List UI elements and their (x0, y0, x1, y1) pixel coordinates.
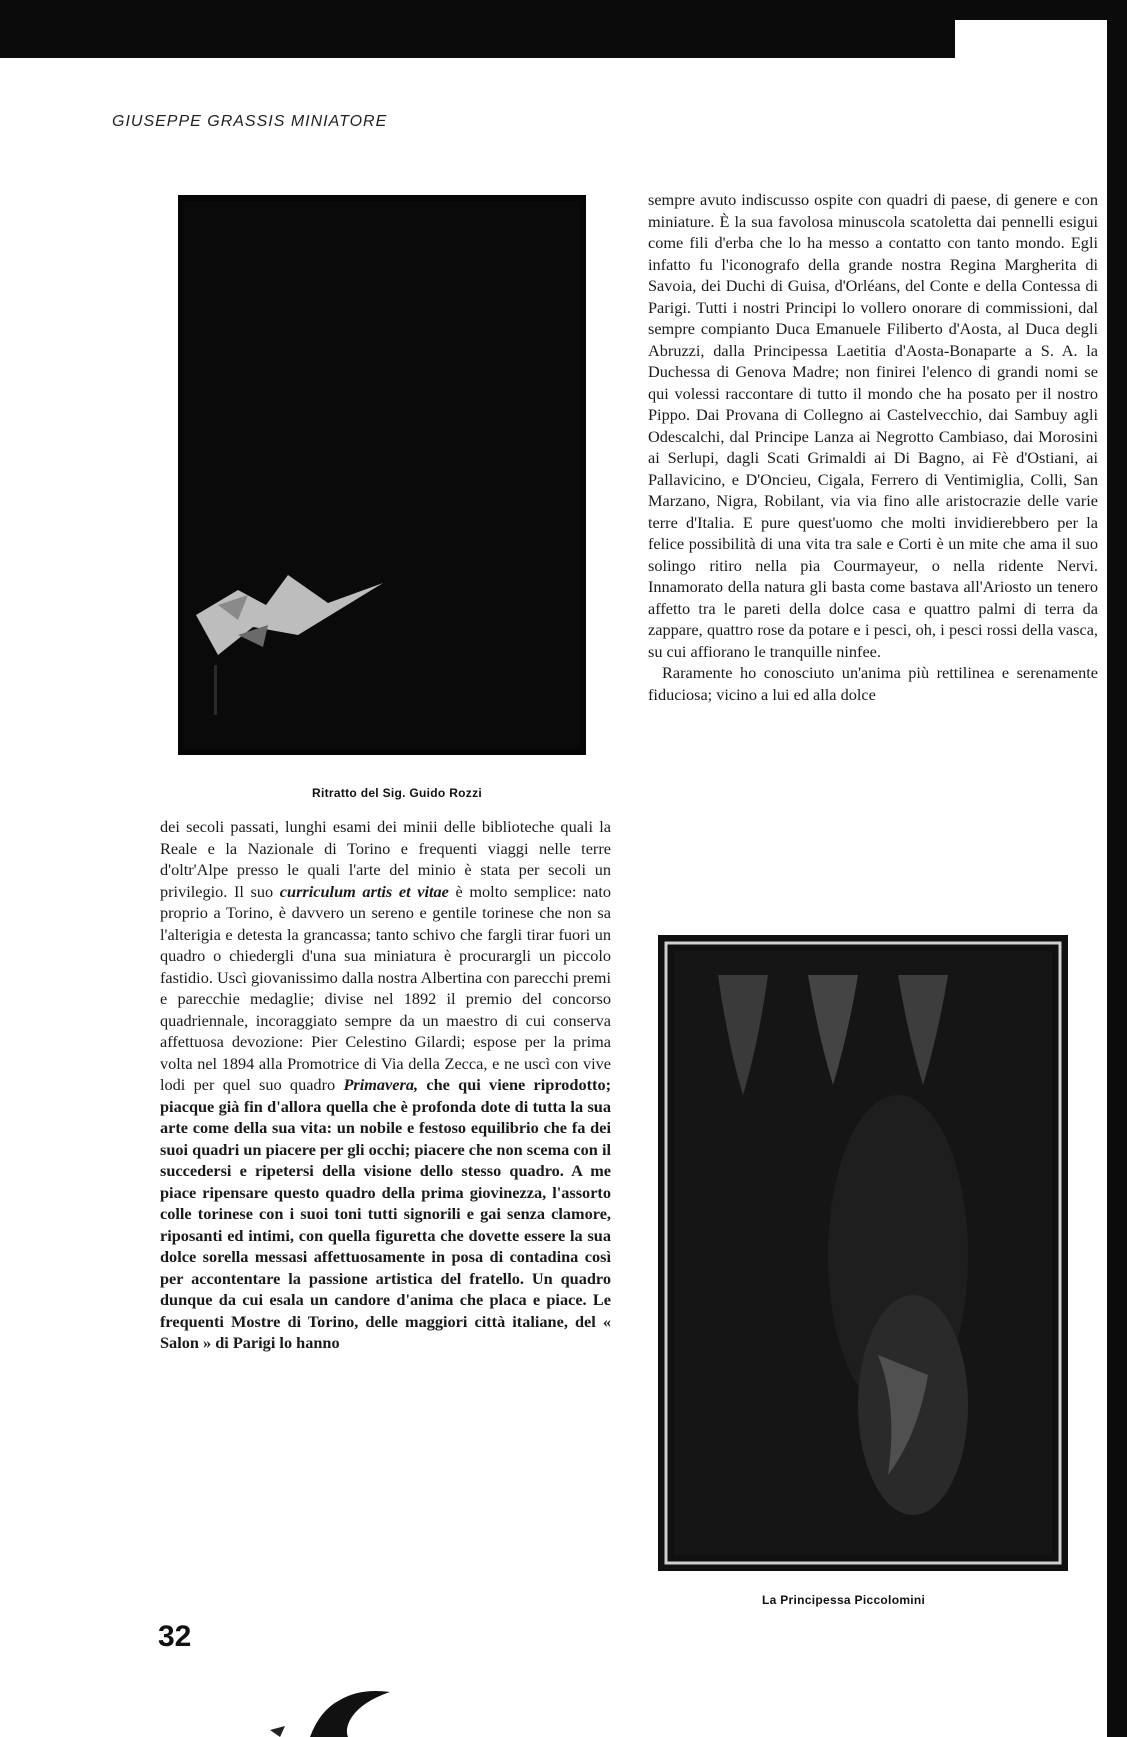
portrait-artwork (178, 195, 586, 755)
right-paragraph-2: Raramente ho conosciuto un'anima più rettilinea e serenamente fiduciosa; vicino a lui ed alla dolce (648, 663, 1098, 704)
scan-border-top (0, 0, 955, 58)
scan-border-right (1107, 0, 1127, 1737)
painting-title: Primavera, (343, 1075, 419, 1094)
left-text-part-3: che qui viene riprodotto; piacque già fin d'allora quella che è profonda dote di tutta la sua arte come della sua vita: un nobile e festoso equilibrio che fa dei suoi quadri un piacere per gli occhi; piacere che non scema con il succedersi e ripetersi della visione dello stesso quadro. A me piace ripensare questo quadro della prima giovinezza, l'assorto colle torinese con i suoi toni tutti signorili e gai senza clamore, riposanti ed intimi, con quella figuretta che dovette essere la sua dolce sorella messasi affettuosamente in posa di contadina così per accontentare la passione artistica del fratello. Un quadro dunque da cui esala un candore d'anima che placa e piace. Le frequenti Mostre di Torino, delle maggiori città italiane, del « Salon » di Parigi lo hanno (160, 1075, 612, 1352)
left-text-part-2: è molto semplice: nato proprio a Torino, è davvero un sereno e gentile torinese che non sa l'alterigia e detesta la grancassa; tanto schivo che fargli tirar fuori un quadro o chiedergli d'una sua miniatura è procurargli un piccolo fastidio. Uscì giovanissimo dalla nostra Albertina con parecchi premi e parecchie medaglie; divise nel 1892 il premio del concorso quadriennale, incoraggiato sempre da un maestro di cui conserva affettuosa devozione: Pier Celestino Gilardi; espose per la prima volta nel 1894 alla Promotrice di Via della Zecca, e ne uscì con vive lodi per quel suo quadro (160, 881, 612, 1094)
scan-border-top-right (955, 0, 1107, 20)
portrait-caption: Ritratto del Sig. Guido Rozzi (312, 786, 483, 800)
curriculum-phrase: curriculum artis et vitae (279, 881, 449, 901)
portrait-detail (214, 665, 217, 715)
princess-plate (658, 935, 1068, 1571)
right-paragraph-1: sempre avuto indiscusso ospite con quadri di paese, di genere e con miniature. È la sua favolosa minuscola scatoletta dai pennelli esigui come fili d'erba che lo ha messo a contatto con tanto mondo. Egli infatto fu l'iconografo della grande nostra Regina Margherita di Savoia, dei Duchi di Guisa, d'Orléans, del Conte e della Contessa di Parigi. Tutti i nostri Principi lo vollero onorare di commissioni, dal sempre compianto Duca Emanuele Filiberto d'Aosta, al Duca degli Abruzzi, dalla Principessa Laetitia d'Aosta-Bonaparte a S. A. la Duchessa di Genova Madre; non finirei l'elenco di grandi nomi se qui volessi raccontare di tutto il mondo che ha posato per il nostro Pippo. Dai Provana di Collegno ai Castelvecchio, dai Sambuy agli Odescalchi, dal Principe Lanza ai Negrotto Cambiaso, dai Morosini ai Serlupi, dagli Scati Grimaldi ai Di Bagno, ai Fè d'Ostiani, ai Pallavicino, e D'Oncieu, Cigala, Ferrero di Ventimiglia, Colli, San Marzano, Nigra, Robilant, via via fino alle aristocrazie delle varie terre d'Italia. E pure quest'uomo che molti invidierebbero per la felice possibilità di una vita tra sale e Corti è un mite che ama il suo solingo ritiro nella pia Courmayeur, o nella ridente Nervi. Innamorato della natura gli basta come bastava all'Ariosto un tenero affetto tra le pareti della dolce casa e quattro palmi di terra da zappare, quattro rose da potare e i pesci, oh, i pesci rossi della vasca, su cui affiorano le tranquille ninfee. (648, 190, 1098, 661)
ink-smudge (250, 1680, 400, 1737)
princess-caption: La Principessa Piccolomini (762, 1593, 926, 1607)
running-head: GIUSEPPE GRASSIS MINIATORE (112, 113, 388, 130)
left-paragraph (160, 816, 611, 1354)
princess-artwork (658, 935, 1068, 1571)
page-number: 32 (158, 1620, 192, 1653)
left-text-column (160, 816, 611, 1354)
right-text-column (648, 189, 1098, 705)
portrait-plate (178, 195, 586, 755)
left-text-part-1: dei secoli passati, lunghi esami dei minii delle biblioteche quali la Reale e la Nazionale di Torino e frequenti viaggi nelle terre d'oltr'Alpe presso le quali l'arte del minio è stata per secoli un privilegio. Il suo (160, 817, 611, 901)
